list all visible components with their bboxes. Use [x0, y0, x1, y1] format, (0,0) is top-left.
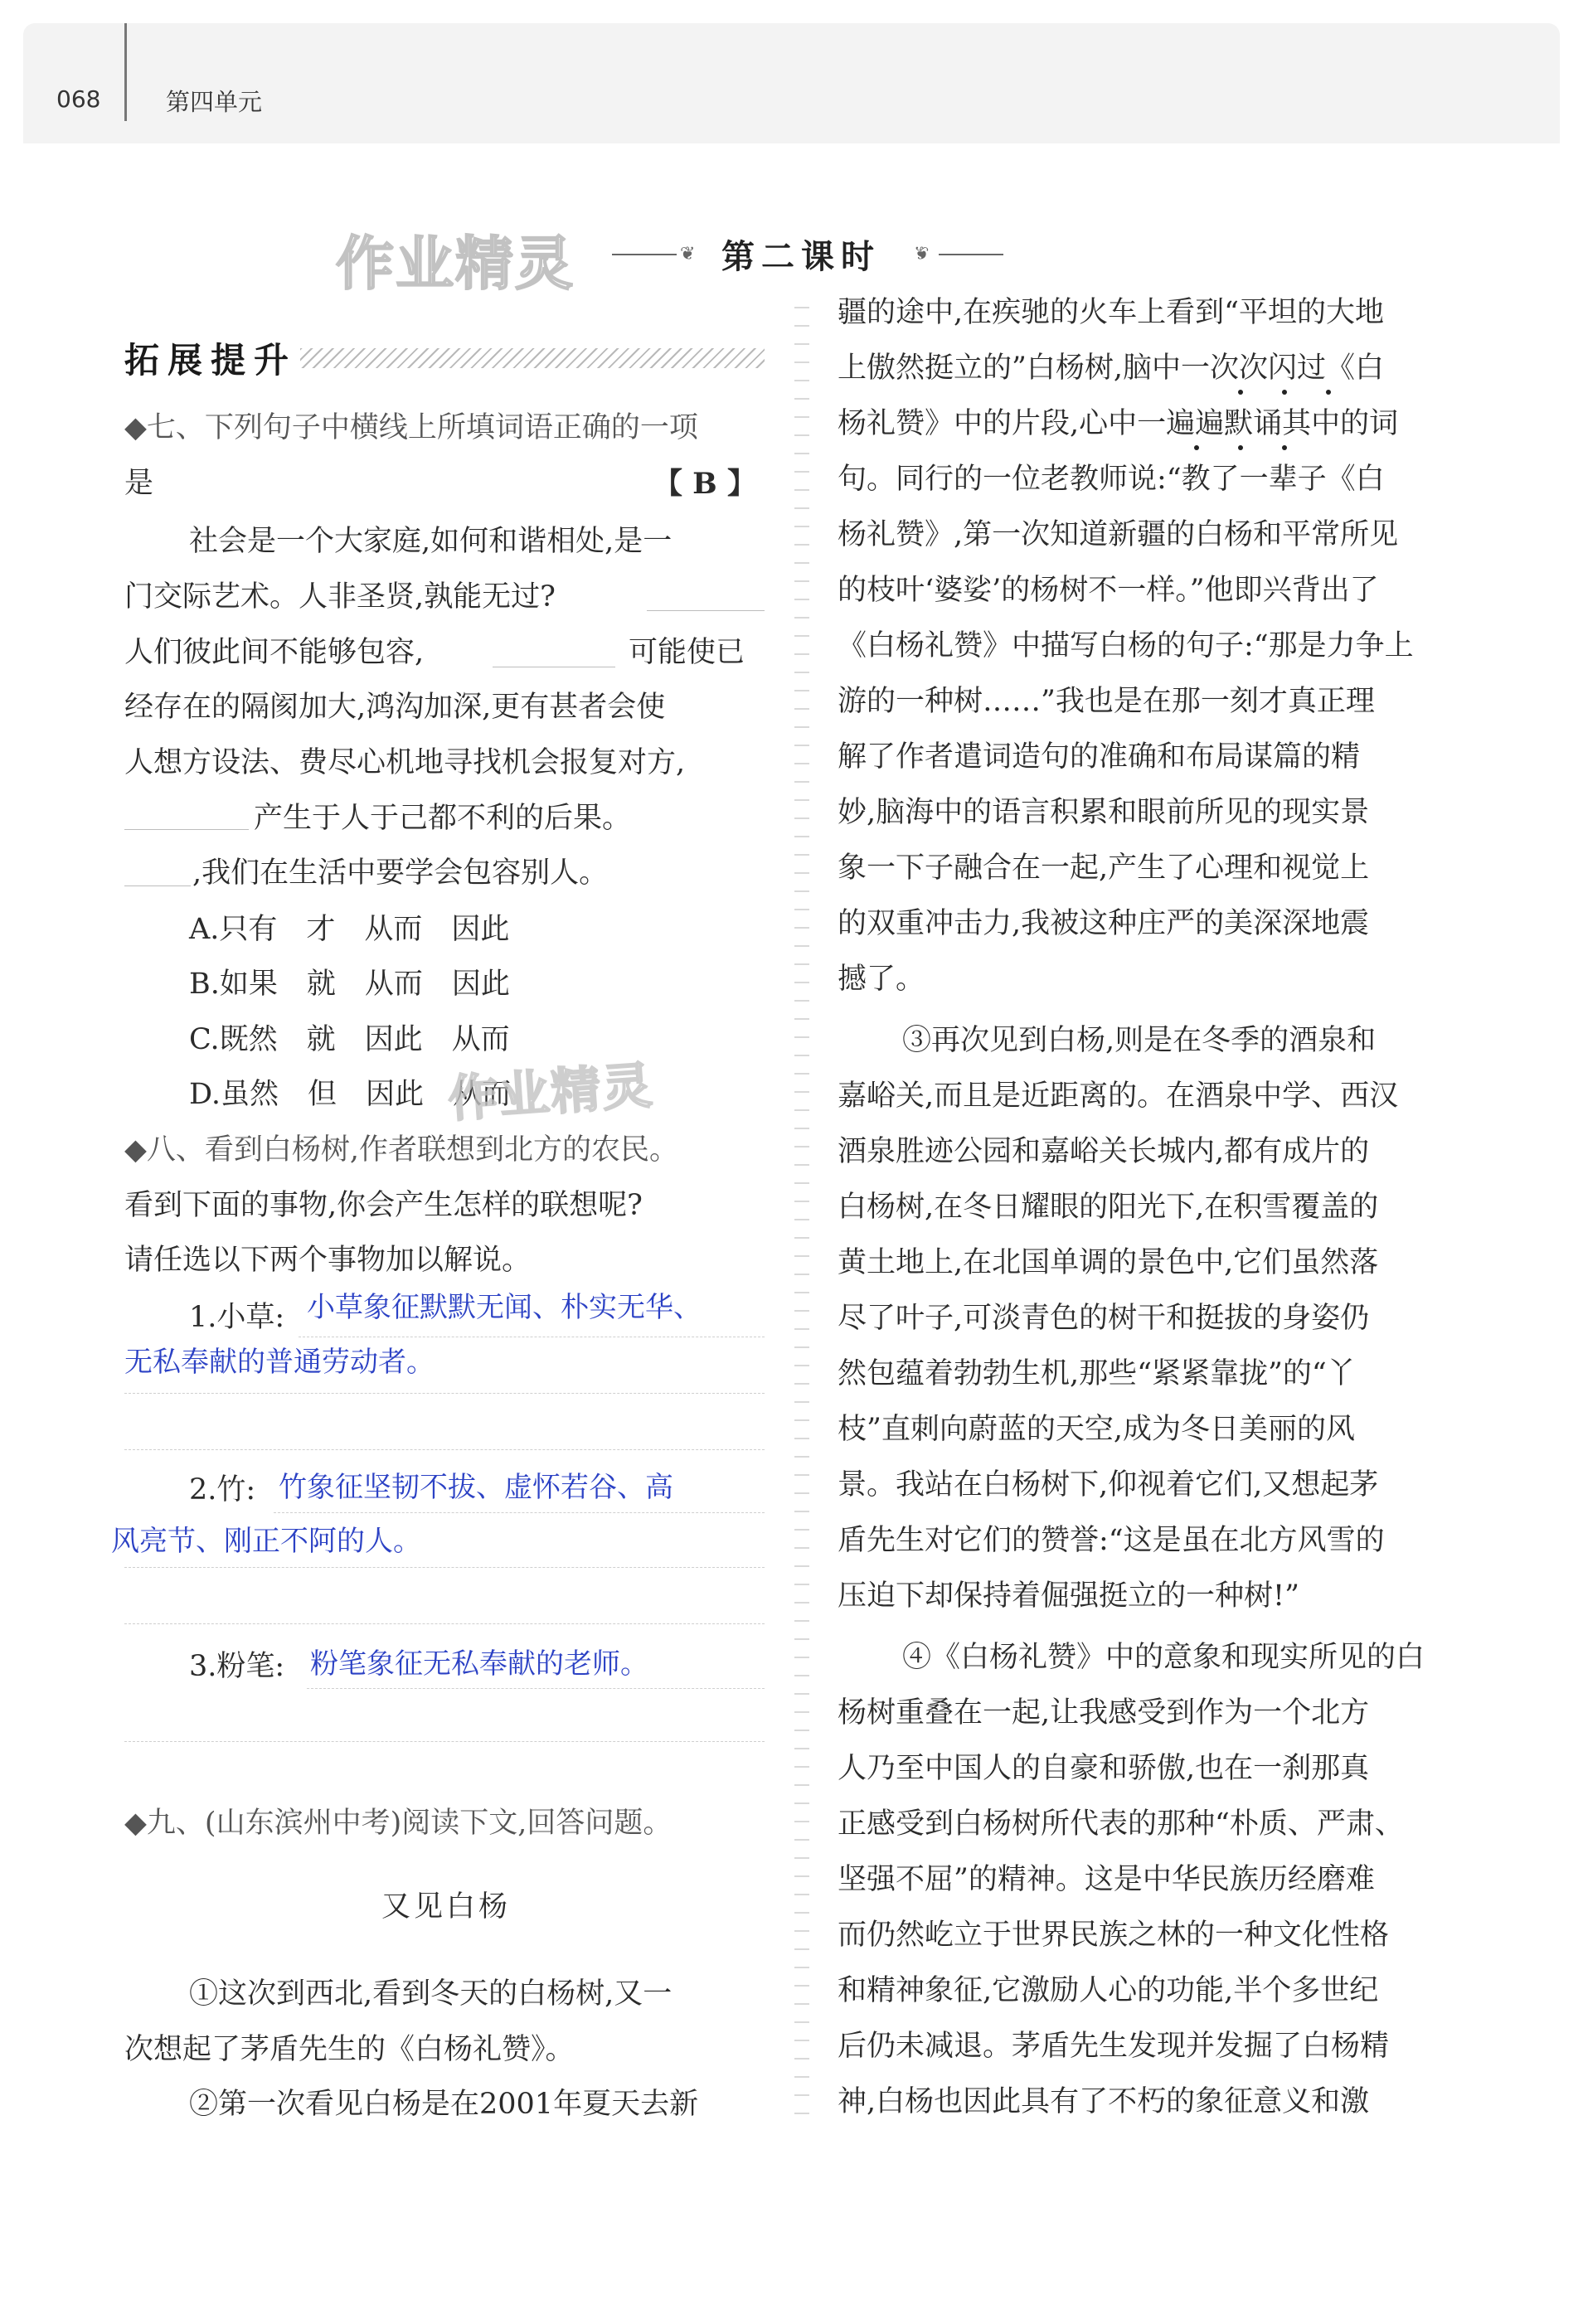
- article-line: ①这次到西北,看到冬天的白杨树,又一: [189, 1977, 673, 2011]
- article-line: 然包蕴着勃勃生机,那些“紧紧靠拢”的“丫: [838, 1357, 1356, 1390]
- q7-option-c: C.既然 就 因此 从而: [189, 1023, 510, 1056]
- q7-option-b: B.如果 就 从而 因此: [189, 968, 510, 1001]
- article-title: 又见白杨: [381, 1890, 512, 1924]
- article-line: 盾先生对它们的赞誉:“这是虽在北方风雪的: [838, 1524, 1385, 1557]
- q8-stem-line-1: ◆八、看到白杨树,作者联想到北方的农民。: [124, 1133, 679, 1167]
- flourish-icon: ❦: [680, 244, 696, 264]
- answer-line: [124, 1567, 765, 1568]
- article-line: 黄土地上,在北国单调的景色中,它们虽然落: [838, 1246, 1379, 1279]
- q7-option-d: D.虽然 但 因此 从而: [189, 1078, 511, 1111]
- q8-item-1-answer: 无私奉献的普通劳动者。: [124, 1346, 435, 1379]
- article-line: 神,白杨也因此具有了不朽的象征意义和激: [838, 2085, 1370, 2118]
- article-line: 嘉峪关,而且是近距离的。在酒泉中学、西汉: [838, 1080, 1399, 1113]
- q7-passage-line: ,我们在生活中要学会包容别人。: [192, 856, 609, 890]
- article-line: 尽了叶子,可淡青色的树干和挺拔的身姿仍: [838, 1302, 1370, 1335]
- answer-line: [124, 1449, 765, 1450]
- article-line: 杨礼赞》,第一次知道新疆的白杨和平常所见: [838, 518, 1399, 551]
- lesson-title: 第二课时: [721, 237, 881, 276]
- article-line: 撼了。: [838, 963, 925, 996]
- article-line: ③再次见到白杨,则是在冬季的酒泉和: [902, 1024, 1377, 1057]
- q8-item-2-label: 2.竹:: [189, 1473, 256, 1506]
- emphasis-dot: [1194, 445, 1199, 450]
- answer-line: [307, 1688, 765, 1689]
- article-line: 和精神象征,它激励人心的功能,半个多世纪: [838, 1974, 1379, 2007]
- emphasis-dot: [1238, 390, 1243, 395]
- article-line: 正感受到白杨树所代表的那种“朴质、严肃、: [838, 1807, 1404, 1841]
- q7-passage-line: 人想方设法、费尽心机地寻找机会报复对方,: [124, 746, 686, 779]
- q7-passage-line: 社会是一个大家庭,如何和谐相处,是一: [189, 525, 673, 558]
- emphasis-dot: [1282, 445, 1287, 450]
- q7-stem-line-2: 是: [124, 467, 154, 500]
- article-line: 的枝叶‘婆娑’的杨树不一样。”他即兴背出了: [838, 574, 1379, 607]
- section-title: 拓展提升: [124, 340, 298, 381]
- q8-item-3-answer: 粉笔象征无私奉献的老师。: [310, 1647, 648, 1681]
- article-line: 疆的途中,在疾驰的火车上看到“平坦的大地: [838, 296, 1385, 329]
- page-number: 068: [56, 85, 101, 113]
- article-line: 上傲然挺立的”白杨树,脑中一次次闪过《白: [838, 352, 1385, 385]
- blank-line: [124, 829, 249, 830]
- q8-stem-line-2: 看到下面的事物,你会产生怎样的联想呢?: [124, 1189, 643, 1222]
- q7-passage-line: 门交际艺术。人非圣贤,孰能无过?: [124, 580, 556, 614]
- q8-item-1-label: 1.小草:: [189, 1301, 285, 1334]
- article-line: 景。我站在白杨树下,仰视着它们,又想起茅: [838, 1468, 1379, 1502]
- answer-line: [274, 1512, 765, 1513]
- article-line: ④《白杨礼赞》中的意象和现实所见的白: [902, 1641, 1425, 1674]
- q7-passage-line: 经存在的隔阂加大,鸿沟加深,更有甚者会使: [124, 691, 666, 724]
- q7-passage-line: 可能使已: [629, 636, 745, 669]
- article-line: 人乃至中国人的自豪和骄傲,也在一刹那真: [838, 1752, 1370, 1785]
- article-line: 次想起了茅盾先生的《白杨礼赞》。: [124, 2033, 575, 2066]
- article-line: 坚强不屈”的精神。这是中华民族历经磨难: [838, 1863, 1375, 1896]
- emphasis-dot: [1282, 390, 1287, 395]
- emphasis-dot: [1238, 445, 1243, 450]
- q8-item-2-answer: 风亮节、刚正不阿的人。: [111, 1525, 421, 1558]
- q7-passage-line: 人们彼此间不能够包容,: [124, 636, 425, 669]
- q8-item-2-answer: 竹象征坚韧不拔、虚怀若谷、高: [279, 1471, 673, 1504]
- answer-line: [124, 1393, 765, 1394]
- ornament-line-right: [939, 254, 1003, 255]
- article-line: 杨树重叠在一起,让我感受到作为一个北方: [838, 1696, 1370, 1730]
- q7-passage-line: 产生于人于己都不利的后果。: [254, 802, 632, 835]
- header-divider: [124, 23, 127, 121]
- article-line: 的双重冲击力,我被这种庄严的美深深地震: [838, 907, 1370, 940]
- column-divider: [794, 298, 809, 2123]
- answer-line: [124, 1623, 765, 1624]
- emphasis-dot: [1326, 390, 1331, 395]
- watermark: 作业精灵: [336, 230, 575, 298]
- q9-stem: ◆九、(山东滨州中考)阅读下文,回答问题。: [124, 1807, 673, 1840]
- article-line: 《白杨礼赞》中描写白杨的句子:“那是力争上: [838, 629, 1414, 662]
- article-line: 后仍未减退。茅盾先生发现并发掘了白杨精: [838, 2030, 1390, 2063]
- article-line: 枝”直刺向蔚蓝的天空,成为冬日美丽的风: [838, 1413, 1356, 1446]
- flourish-icon: ❦: [914, 244, 930, 264]
- blank-line: [124, 885, 191, 886]
- ornament-line-left: [612, 254, 677, 255]
- q8-stem-line-3: 请任选以下两个事物加以解说。: [124, 1244, 532, 1277]
- blank-line: [647, 610, 765, 611]
- q7-option-a: A.只有 才 从而 因此: [189, 913, 510, 946]
- article-line: 解了作者遣词造句的准确和布局谋篇的精: [838, 740, 1361, 774]
- q7-answer-bracket: [653, 469, 756, 499]
- q7-stem-line-1: ◆七、下列句子中横线上所填词语正确的一项: [124, 411, 698, 444]
- article-line: 象一下子融合在一起,产生了心理和视觉上: [838, 851, 1370, 885]
- answer-line: [124, 1741, 765, 1742]
- article-line: 压迫下却保持着倔强挺立的一种树!”: [838, 1579, 1299, 1613]
- article-line: 酒泉胜迹公园和嘉峪关长城内,都有成片的: [838, 1135, 1370, 1168]
- article-line: 而仍然屹立于世界民族之林的一种文化性格: [838, 1919, 1390, 1952]
- article-line: 妙,脑海中的语言积累和眼前所见的现实景: [838, 796, 1370, 829]
- article-line: ②第一次看见白杨是在2001年夏天去新: [189, 2088, 699, 2121]
- q8-item-3-label: 3.粉笔:: [189, 1650, 285, 1683]
- article-line: 游的一种树……”我也是在那一刻才真正理: [838, 685, 1375, 718]
- article-line: 白杨树,在冬日耀眼的阳光下,在积雪覆盖的: [838, 1191, 1379, 1224]
- q7-answer: 【 B 】: [653, 467, 756, 501]
- watermark: 作业精灵: [446, 1056, 656, 1129]
- unit-title: 第四单元: [166, 88, 263, 116]
- q8-item-1-answer: 小草象征默默无闻、朴实无华、: [307, 1291, 702, 1324]
- section-hatch-decoration: [300, 348, 765, 368]
- article-line: 杨礼赞》中的片段,心中一遍遍默诵其中的词: [838, 407, 1399, 440]
- article-line: 句。同行的一位老教师说:“教了一辈子《白: [838, 463, 1385, 496]
